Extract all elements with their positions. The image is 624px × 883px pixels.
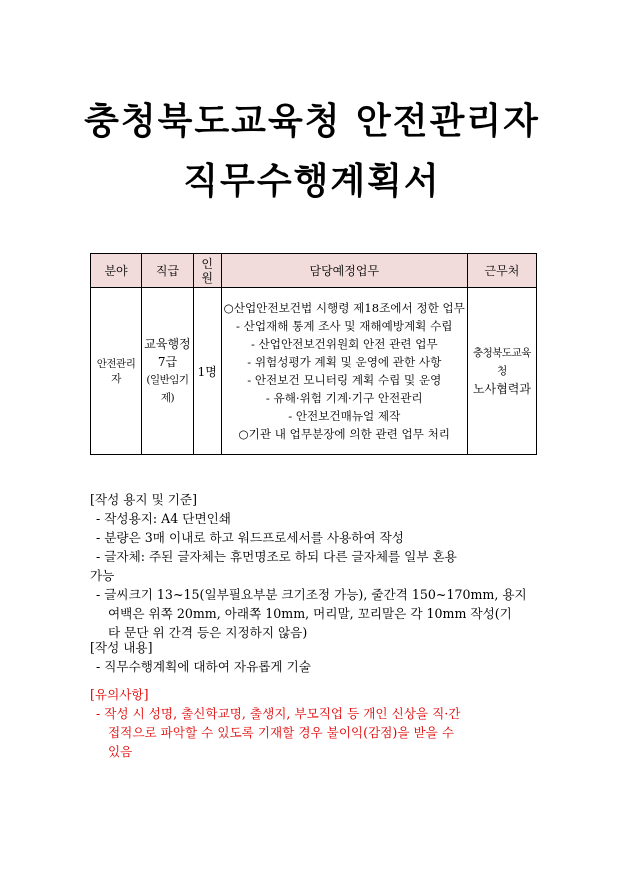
- header-count: [193, 254, 221, 288]
- cell-workplace: [467, 288, 536, 455]
- caution-item: 있음: [108, 744, 133, 759]
- cell-count: 1명: [193, 288, 221, 455]
- content-item: - 직무수행계획에 대하여 자유롭게 기술: [96, 659, 311, 674]
- header-count-bottom: 원: [201, 270, 214, 285]
- workplace-line1: 충청북도교육청: [473, 347, 531, 377]
- duty-item: ○산업안전보건법 시행령 제18조에서 정한 업무: [223, 301, 465, 315]
- cell-rank: [142, 288, 194, 455]
- duty-item: - 위험성평가 계획 및 운영에 관한 사항: [247, 355, 442, 369]
- header-field: 분야: [91, 254, 142, 288]
- caution-item: - 작성 시 성명, 출신학교명, 출생지, 부모직업 등 개인 신상을 직·간: [96, 706, 461, 721]
- caution-section: [90, 685, 540, 761]
- duty-table: [90, 253, 537, 455]
- guide-item: - 분량은 3매 이내로 하고 워드프로세서를 사용하여 작성: [96, 530, 404, 545]
- header-workplace: 근무처: [467, 254, 536, 288]
- guide-item: - 글자체: 주된 글자체는 휴먼명조로 하되 다른 글자체를 일부 혼용: [96, 549, 457, 564]
- header-duties: 담당예정업무: [221, 254, 467, 288]
- duty-item: - 유해·위험 기계·기구 안전관리: [265, 391, 423, 405]
- guide-item: 가능: [90, 568, 115, 583]
- duty-item: - 산업안전보건위원회 안전 관련 업무: [250, 337, 438, 351]
- duty-item: ○기관 내 업무분장에 의한 관련 업무 처리: [238, 427, 450, 441]
- header-count-top: 인: [201, 256, 214, 271]
- guide-section: [90, 490, 540, 642]
- rank-line3: (일반임기제): [146, 374, 189, 404]
- workplace-line2: 노사협력과: [472, 382, 531, 396]
- caution-item: 접적으로 파악할 수 있도록 기재할 경우 불이익(감점)을 받을 수: [108, 725, 454, 740]
- guide-item: - 작성용지: A4 단면인쇄: [96, 511, 231, 526]
- guide-item: - 글씨크기 13~15(일부필요부분 크기조정 가능), 줄간격 150~170mm, 용지: [96, 587, 527, 602]
- cell-field: 안전관리자: [91, 288, 142, 455]
- content-section: [90, 638, 540, 676]
- content-heading: [작성 내용]: [90, 640, 153, 655]
- duty-item: - 산업재해 통계 조사 및 재해예방계획 수립: [236, 319, 453, 333]
- table-header-row: [91, 254, 537, 288]
- cell-duties: [221, 288, 467, 455]
- duty-item: - 안전보건매뉴얼 제작: [288, 409, 401, 423]
- guide-heading: [작성 용지 및 기준]: [90, 492, 197, 507]
- document-title-line2: 직무수행계획서: [183, 161, 441, 202]
- duty-item: - 안전보건 모니터링 계획 수립 및 운영: [247, 373, 442, 387]
- table-row: [91, 288, 537, 455]
- guide-item: 타 문단 위 간격 등은 지정하지 않음): [108, 625, 308, 640]
- rank-line1: 교육행정: [144, 337, 191, 351]
- header-rank: 직급: [142, 254, 194, 288]
- guide-item: 여백은 위쪽 20mm, 아래쪽 10mm, 머리말, 꼬리말은 각 10mm 작성(기: [108, 606, 512, 621]
- document-title-line1: 충청북도교육청 안전관리자: [84, 101, 540, 142]
- rank-line2: 7급: [157, 355, 178, 369]
- caution-heading: [유의사항]: [90, 687, 149, 702]
